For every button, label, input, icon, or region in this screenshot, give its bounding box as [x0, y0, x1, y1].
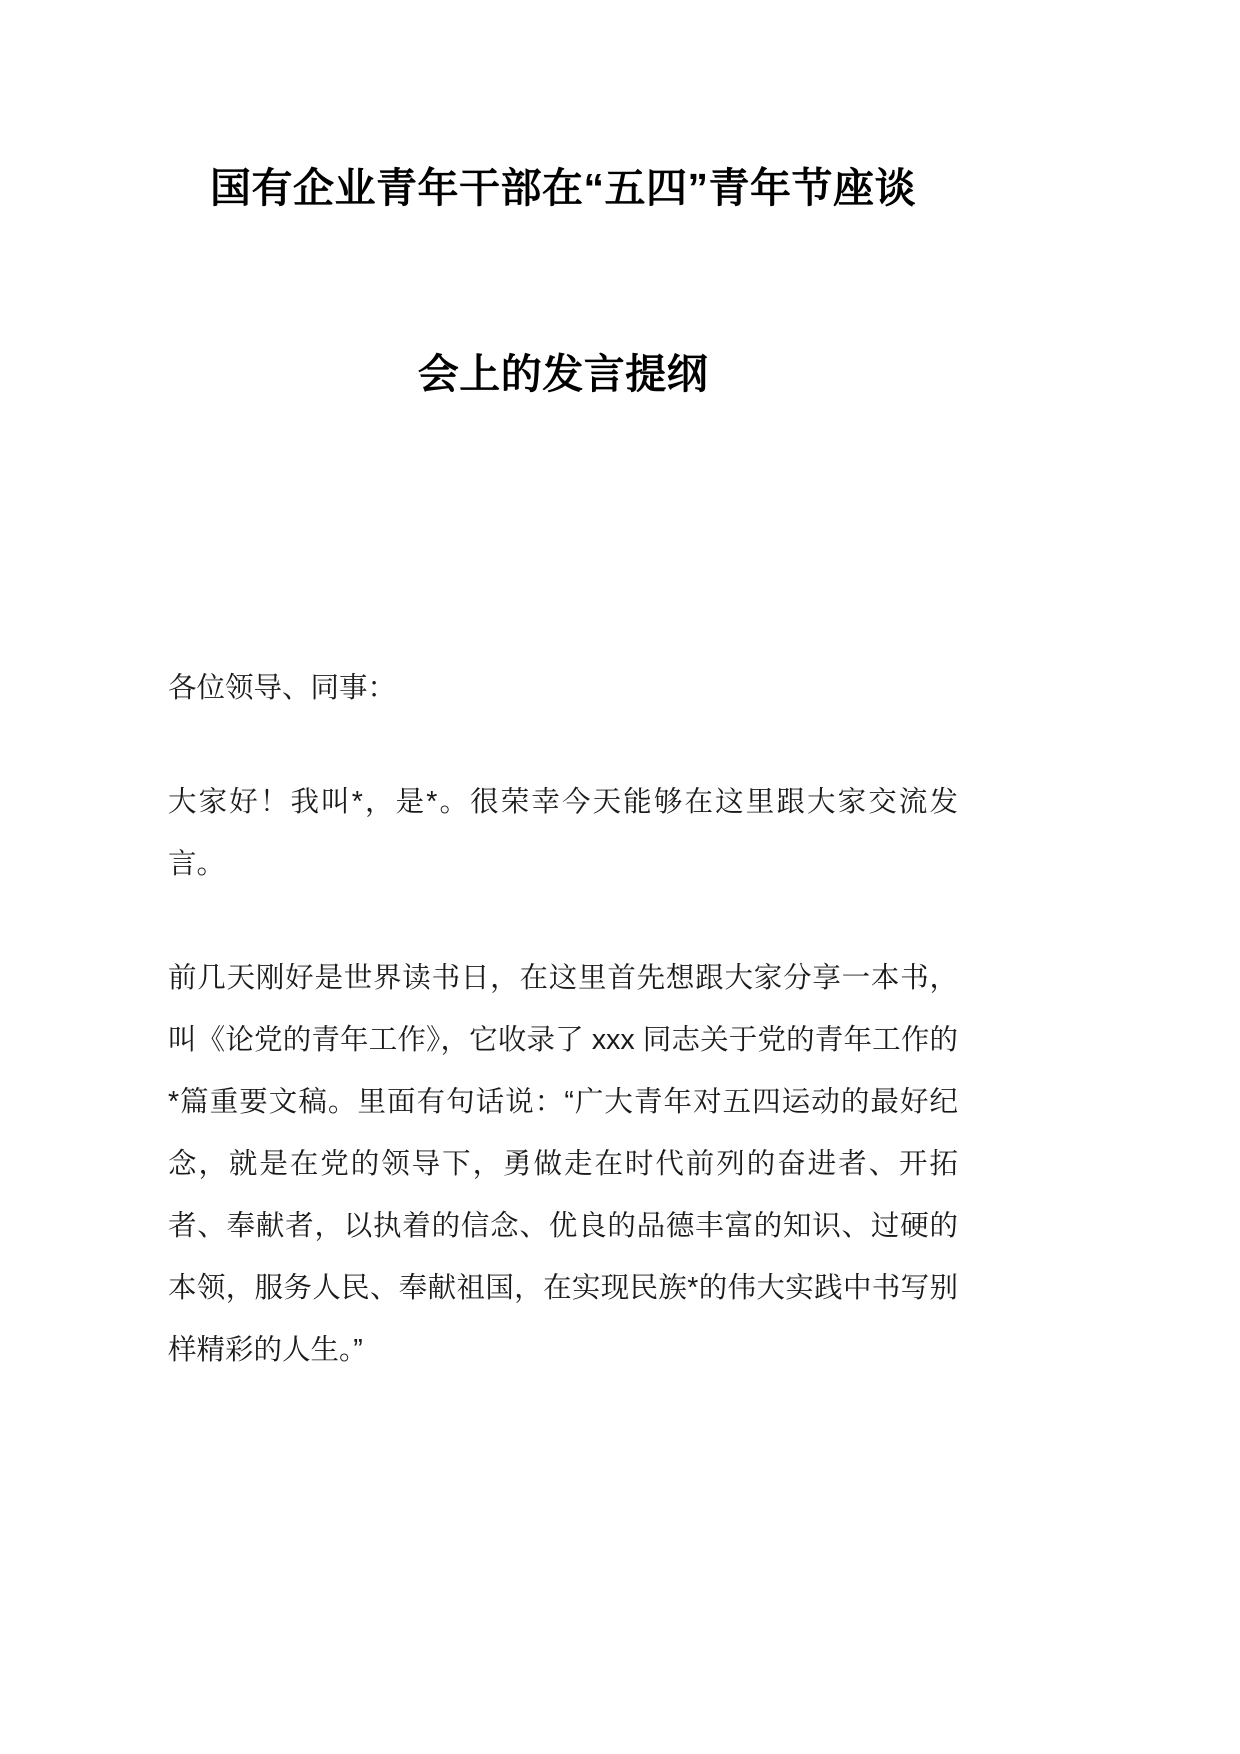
- page-title-line-1: 国有企业青年干部在“五四”青年节座谈: [210, 165, 916, 211]
- page-title: [168, 0, 958, 395]
- title-line-spacer: [168, 209, 958, 354]
- body-paragraph-1: 大家好！我叫*，是*。很荣幸今天能够在这里跟大家交流发言。: [168, 786, 958, 880]
- body-paragraph-2: 前几天刚好是世界读书日，在这里首先想跟大家分享一本书，叫《论党的青年工作》，它收录了 xxx 同志关于党的青年工作的*篇重要文稿。里面有句话说：“广大青年对五四运动的最好纪念，就是在党的领导下，勇做走在时代前列的奋进者、开拓者、奉献者，以执着的信念、优良的品德丰富的知识、过硬的本领，服务人民、奉献祖国，在实现民族*的伟大实践中书写别样精彩的人生。”: [168, 962, 958, 1366]
- title-body-spacer: [168, 395, 958, 657]
- salutation-line: 各位领导、同事：: [168, 672, 397, 704]
- document-content: [168, 0, 958, 1381]
- page-title-line-2: 会上的发言提纲: [417, 351, 709, 397]
